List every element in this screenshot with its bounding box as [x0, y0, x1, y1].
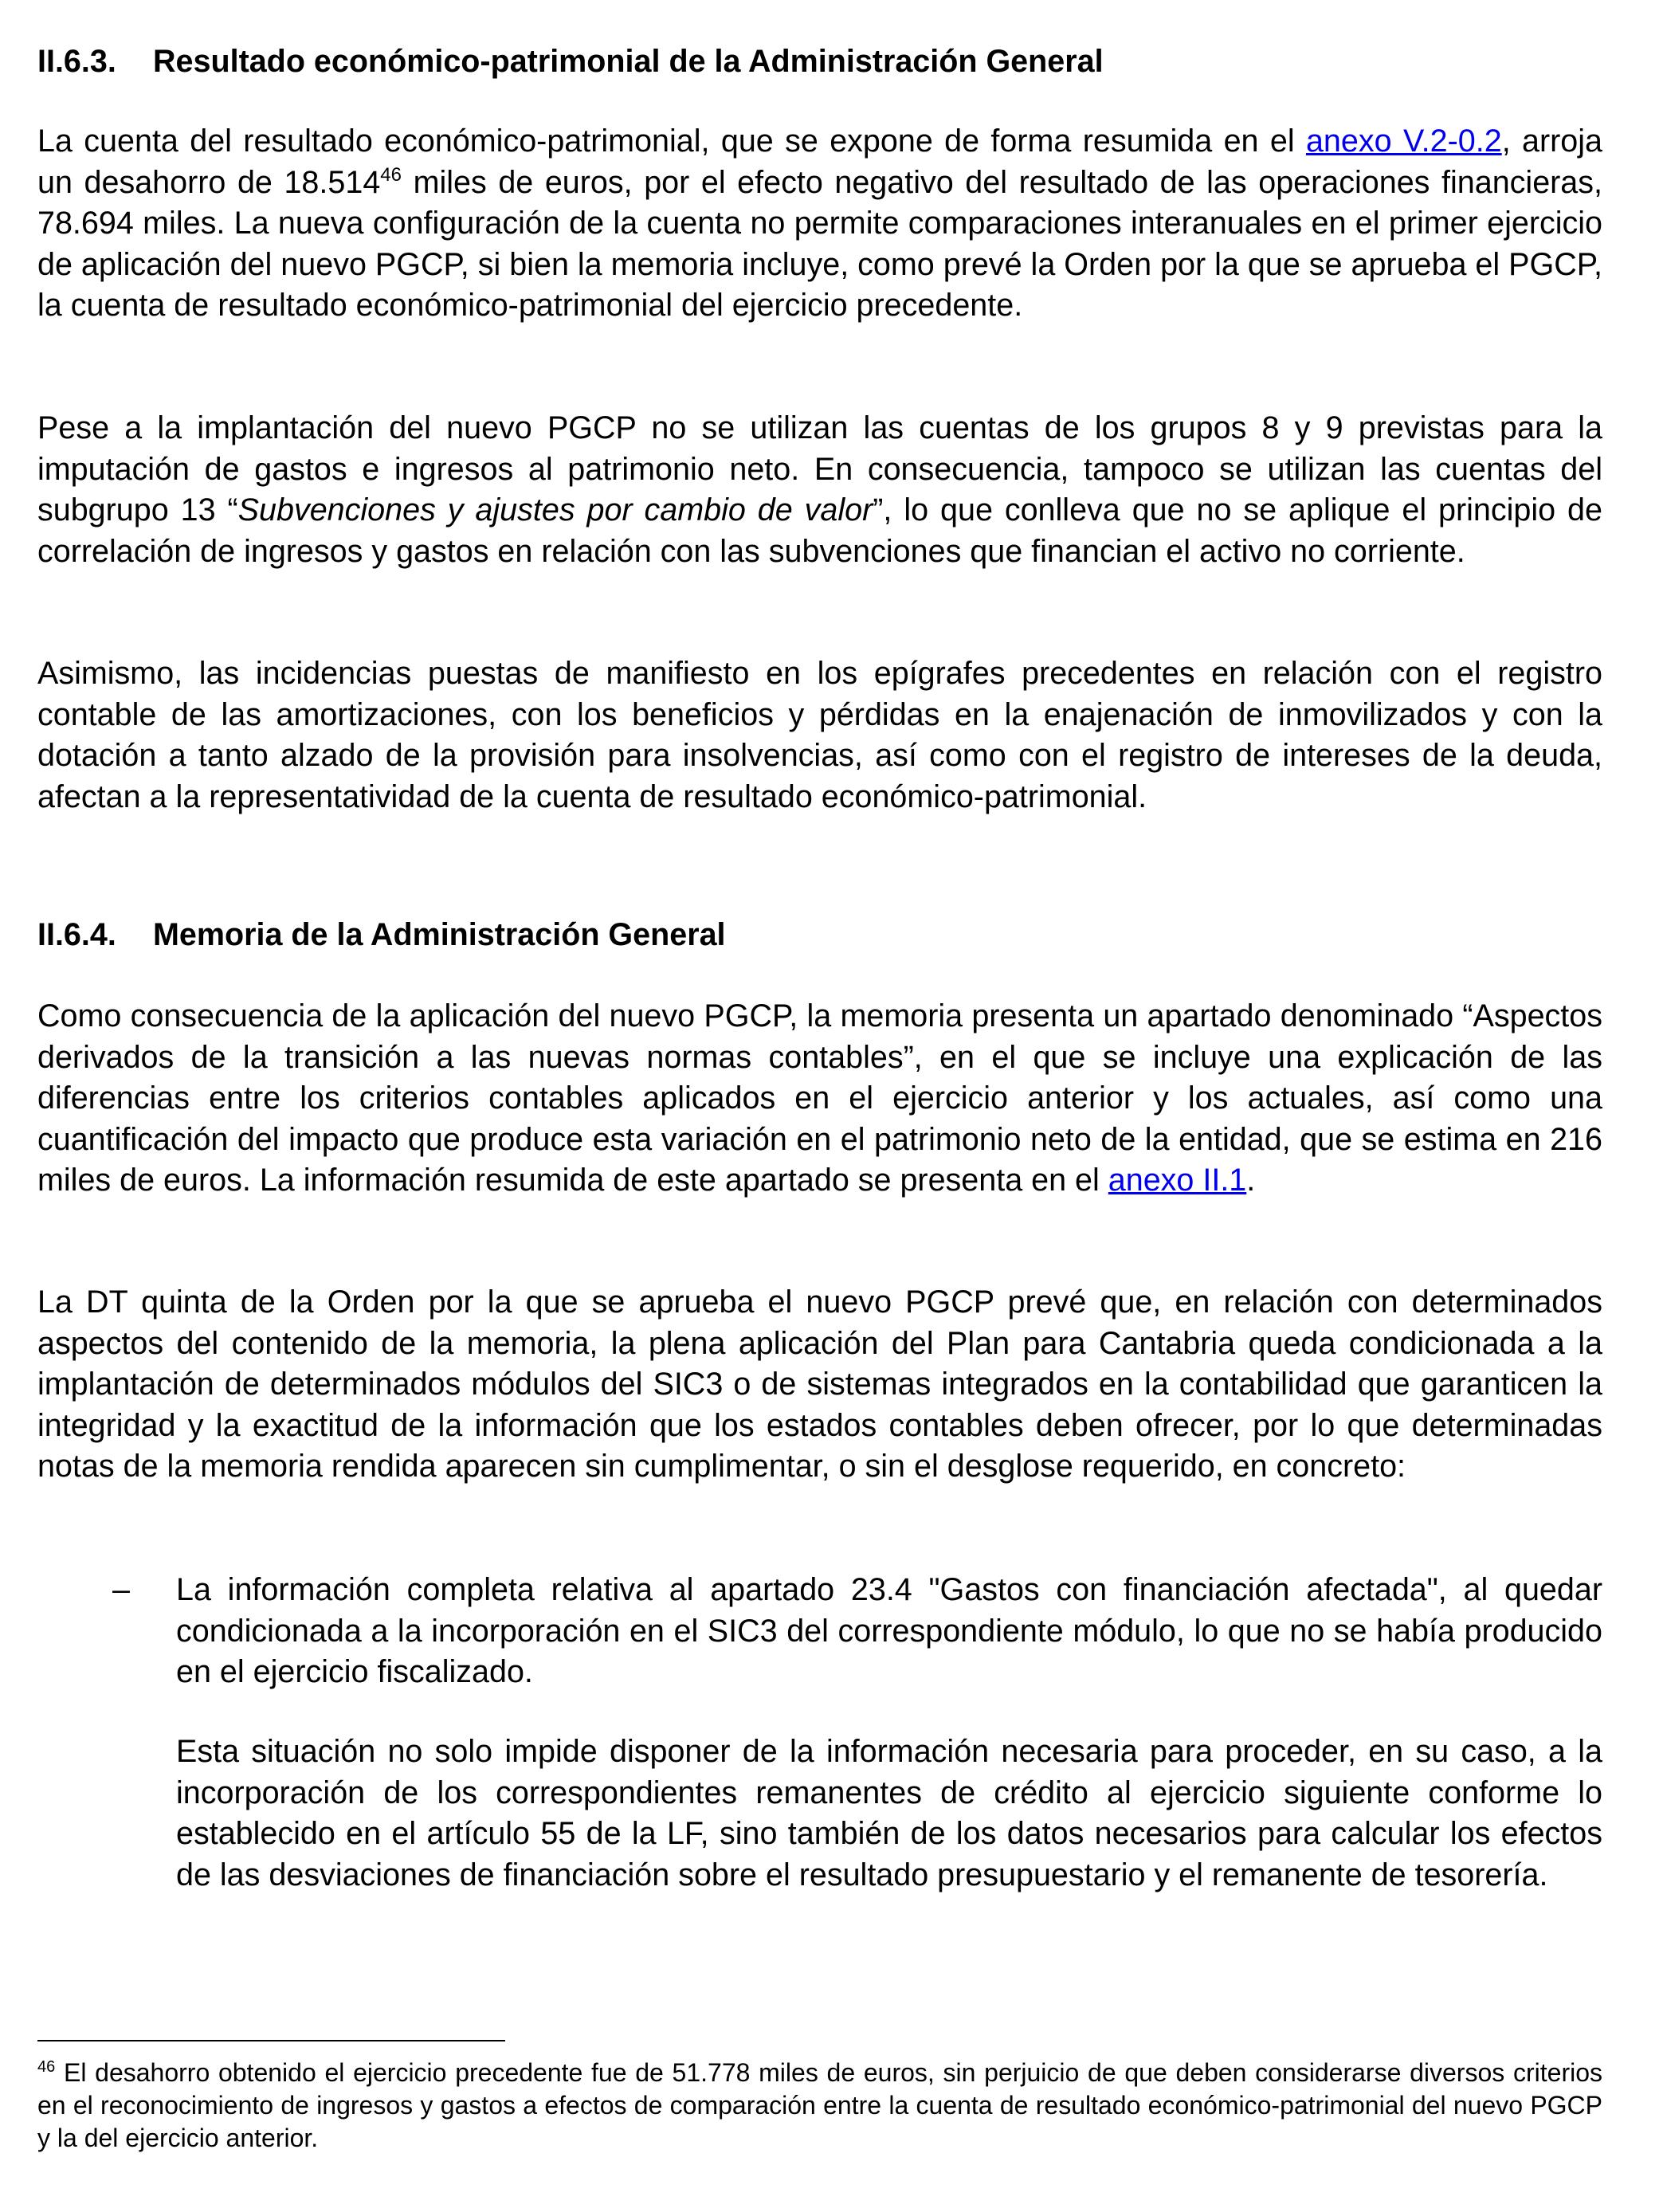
- footnote-text: El desahorro obtenido el ejercicio precedente fue de 51.778 miles de euros, sin perjuicio de que deben considerarse diversos criterios en el reconocimiento de ingresos y gastos a efectos de comparación entre la cuenta de resultado económico-patrimonial del nuevo PGCP y la del ejercicio anterior.: [37, 2058, 1602, 2152]
- annex-link[interactable]: anexo V.2-0.2: [1305, 124, 1502, 159]
- bullet-continuation: Esta situación no solo impide disponer de la información necesaria para proceder, en su caso, a la incorporación de los correspondientes remanentes de crédito al ejercicio siguiente conforme lo establecido en el artículo 55 de la LF, sino también de los datos necesarios para calcular los efectos de las desviaciones de financiación sobre el resultado presupuestario y el remanente de tesorería.: [176, 1734, 1602, 1892]
- section-title: Memoria de la Administración General: [153, 917, 726, 952]
- annex-link[interactable]: anexo II.1: [1108, 1163, 1247, 1198]
- paragraph: La DT quinta de la Orden por la que se aprueba el nuevo PGCP prevé que, en relación con determinados aspectos del contenido de la memoria, la plena aplicación del Plan para Cantabria queda condicionada a la implantación de determinados módulos del SIC3 o de sistemas integrados en la contabilidad que garanticen la integridad y la exactitud de la información que los estados contables deben ofrecer, por lo que determinadas notas de la memoria rendida aparecen sin cumplimentar, o sin el desglose requerido, en concreto:: [37, 1284, 1602, 1484]
- section-heading-ii-6-4: [37, 915, 1602, 956]
- text: , arroja un desahorro de 18.514: [37, 124, 1603, 200]
- text: Como consecuencia de la aplicación del nuevo PGCP, la memoria presenta un apartado denominado “Aspectos derivados de la transición a las nuevas normas contables”, en el que se incluye una explicación de las diferencias entre los criterios contables aplicados en el ejercicio anterior y los actuales, así como una cuantificación del impacto que produce esta variación en el patrimonio neto de la entidad, que se estima en 216 miles de euros. La información resumida de este apartado se presenta en el: [37, 998, 1602, 1198]
- bullet-dash-icon: –: [112, 1572, 130, 1607]
- footnote-number: 46: [37, 2058, 56, 2076]
- section-number: II.6.4.: [37, 917, 116, 952]
- text: ”, lo que conlleva que no se aplique el principio de correlación de ingresos y gastos en relación con las subvenciones que financian el activo no corriente.: [37, 492, 1602, 569]
- footnote-ref[interactable]: 46: [380, 163, 402, 186]
- paragraph: [37, 996, 1602, 1202]
- footnote: [37, 2057, 1602, 2155]
- paragraph: [37, 408, 1602, 572]
- footnote-separator: [37, 2040, 505, 2041]
- text: .: [1246, 1163, 1256, 1198]
- paragraph: [37, 121, 1602, 327]
- text: miles de euros, por el efecto negativo del resultado de las operaciones financieras, 78.694 miles. La nueva configuración de la cuenta no permite comparaciones interanuales en el primer ejercicio de aplicación del nuevo PGCP, si bien la memoria incluye, como prevé la Orden por la que se aprueba el PGCP, la cuenta de resultado económico-patrimonial del ejercicio precedente.: [37, 164, 1603, 323]
- bullet-item: La información completa relativa al apartado 23.4 "Gastos con financiación afectada", al quedar condicionada a la incorporación en el SIC3 del correspondiente módulo, lo que no se había producido en el ejercicio fiscalizado.: [176, 1572, 1602, 1689]
- section-title: Resultado económico-patrimonial de la Administración General: [153, 44, 1104, 79]
- text: Pese a la implantación del nuevo PGCP no se utilizan las cuentas de los grupos 8 y 9 previstas para la imputación de gastos e ingresos al patrimonio neto. En consecuencia, tampoco se utilizan las cuentas del subgrupo 13 “: [37, 410, 1602, 528]
- paragraph: Asimismo, las incidencias puestas de manifiesto en los epígrafes precedentes en relación con el registro contable de las amortizaciones, con los beneficios y pérdidas en la enajenación de inmovilizados y con la dotación a tanto alzado de la provisión para insolvencias, así como con el registro de intereses de la deuda, afectan a la representatividad de la cuenta de resultado económico-patrimonial.: [37, 656, 1602, 814]
- italic-text: Subvenciones y ajustes por cambio de valor: [237, 492, 873, 528]
- text: La cuenta del resultado económico-patrimonial, que se expone de forma resumida en el: [37, 124, 1306, 159]
- section-heading-ii-6-3: [37, 41, 1602, 83]
- section-number: II.6.3.: [37, 44, 116, 79]
